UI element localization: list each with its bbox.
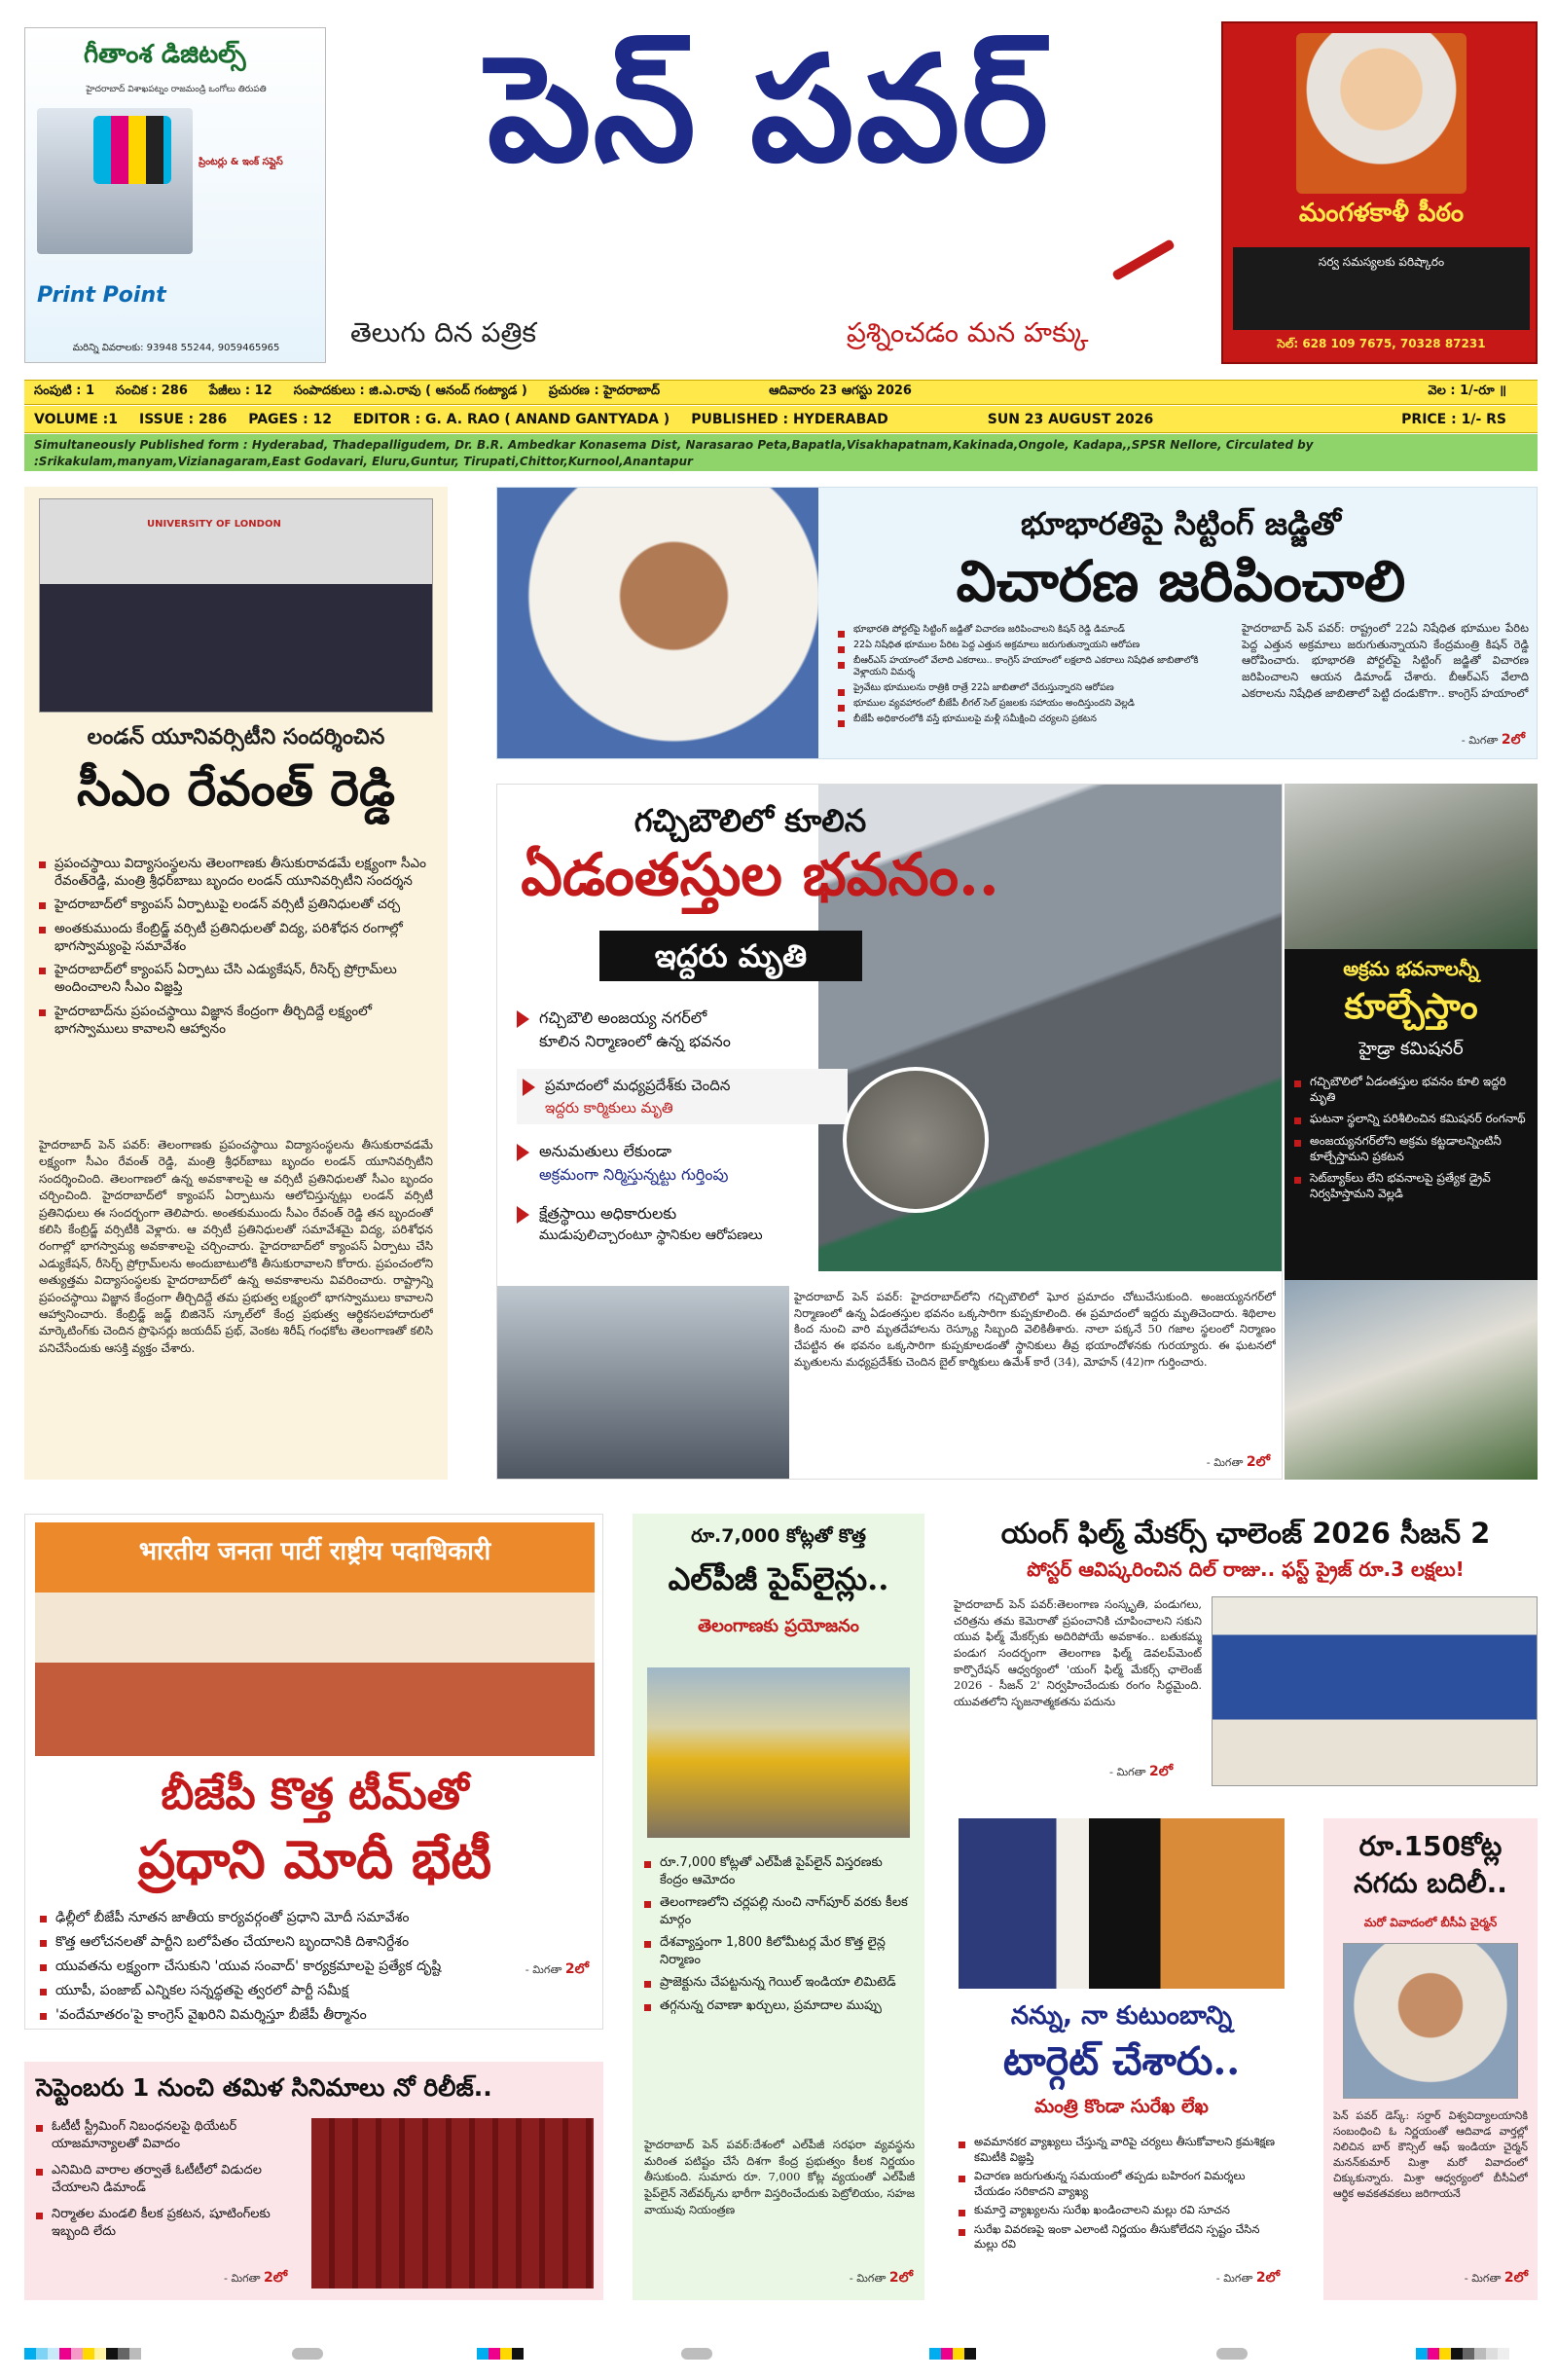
- story-london: [24, 487, 448, 1480]
- byline-text: - మిగతా: [1206, 1456, 1244, 1469]
- lpg-body: హైదరాబాద్ పెన్ పవర్:దేశంలో ఎల్‌పీజీ సరఫరా వ్యవస్థను మరింత పటిష్టం చేసే దిశగా కేంద్ర ప్రభుత్వం కీలక నిర్ణయం తీసుకుంది. సుమారు రూ. 7,000 కోట్ల వ్యయంతో ఎల్‌పీజీ పైప్‌లైన్ నెట్‌వర్క్‌ను భారీగా విస్తరించేందుకు పెట్రోలియం, సహజ వాయువు నియంత్రణ: [644, 2138, 915, 2216]
- pipeline-photo: [647, 1667, 910, 1838]
- ad-right[interactable]: [1221, 21, 1538, 364]
- ad-left-brand: Print Point: [37, 283, 166, 308]
- byline-page: 2లో: [1246, 1454, 1270, 1470]
- tamil-bullet: ఎనిమిది వారాల తర్వాతే ఓటీటీలో విడుదల చేయాలని డిమాండ్: [36, 2162, 299, 2196]
- lpg-bullet: తెలంగాణలోని చర్లపల్లి నుంచి నాగ్‌పూర్ వరకు కీలక మార్గం: [644, 1894, 915, 1928]
- circulation-bar: Simultaneously Published form : Hyderabad, Thadepalligudem, Dr. B.R. Ambedkar Konasema Dist, Narasarao Peta,Bapatla,Visakhapatnam,Kakinada,Ongole, Kadapa,,SPSR Nellore, Circulated by :Srikakulam,manyam,Vizianagaram,East Godavari, Eluru,Guntur, Tirupati,Chittor,Kurnool,Anantapur: [24, 434, 1538, 471]
- info-issue-te: సంచిక : 286: [116, 384, 188, 398]
- bhubharathi-bullet: భూభారతి పోర్టల్‌పై సిట్టింగ్ జడ్జితో విచారణ జరిపించాలని కిషన్ రెడ్డి డిమాండ్: [838, 624, 1227, 637]
- bjp-bullets: [40, 1909, 590, 2030]
- byline-page: 2లో: [564, 1961, 589, 1977]
- registration-marks-left: [24, 2348, 141, 2360]
- konda-kicker: నన్ను, నా కుటుంబాన్ని: [1010, 2001, 1233, 2031]
- ad-left-name: గీతాంశ డిజిటల్స్: [84, 40, 246, 69]
- theatre-photo: [311, 2118, 594, 2288]
- story-film: [954, 1509, 1538, 1791]
- info-price-en: PRICE : 1/- RS: [1401, 411, 1506, 427]
- byline-text: - మిగతా: [1464, 2272, 1502, 2285]
- story-building: [496, 784, 1283, 1480]
- story-cash: [1323, 1818, 1538, 2300]
- bjp-photo-banner: भारतीय जनता पार्टी राष्ट्रीय पदाधिकारी: [138, 1537, 491, 1566]
- konda-bullet: కుమార్తె వ్యాఖ్యలను సురేఖ ఖండించాలని మల్లు రవి సూచన: [959, 2203, 1285, 2218]
- building-point-line2: కూలిన నిర్మాణంలో ఉన్న భవనం: [539, 1032, 731, 1050]
- lpg-bullet: రూ.7,000 కోట్లతో ఎల్‌పీజీ పైప్‌లైన్ విస్తరణకు కేంద్రం ఆమోదం: [644, 1854, 915, 1888]
- building-headline: ఏడంతస్తుల భవనం..: [521, 841, 999, 909]
- film-body: హైదరాబాద్ పెన్ పవర్:తెలంగాణ సంస్కృతి, పండుగలు, చరిత్రను తమ కెమెరాతో ప్రపంచానికి చూపించాలని సకుని యువ ఫిల్మ్ మేకర్స్‌కు అదిరిపోయే అవకాశం.. బతుకమ్మ పండుగ సందర్భంగా తెలంగాణ ఫిల్మ్ డెవలప్‌మెంట్ కార్పొరేషన్ ఆధ్వర్యంలో 'యంగ్ ఫిల్మ్ మేకర్స్ ఛాలెంజ్ 2026 - సీజన్ 2' నిర్వహించేందుకు రంగం సిద్ధమైంది. యువతలోని సృజనాత్మకతను పదును: [954, 1597, 1202, 1709]
- lpg-bullet: దేశవ్యాప్తంగా 1,800 కిలోమీటర్ల మేర కొత్త లైన్ల నిర్మాణం: [644, 1934, 915, 1968]
- building-point-line1: అనుమతులు లేకుండా: [539, 1142, 672, 1160]
- building-byline: [1207, 1454, 1270, 1473]
- ad-right-title: మంగళకాళీ పీఠం: [1298, 199, 1465, 228]
- london-bullet: ప్రపంచస్థాయి విద్యాసంస్థలను తెలంగాణకు తీసుకురావడమే లక్ష్యంగా సీఎం రేవంత్‌రెడ్డి, మంత్రి శ్రీధర్‌బాబు బృందం లండన్ యూనివర్సిటీని సందర్శన: [39, 855, 433, 890]
- info-issue-en: ISSUE : 286: [139, 411, 228, 427]
- building-kicker: గచ్చిబౌలిలో కూలిన: [634, 802, 867, 839]
- building-point-line1: ప్రమాదంలో మధ్యప్రదేశ్‌కు చెందిన: [545, 1077, 731, 1094]
- info-bar-english: [24, 406, 1538, 433]
- bjp-bullet: కొత్త ఆలోచనలతో పార్టీని బలోపేతం చేయాలని బృందానికి దిశానిర్దేశం: [40, 1933, 590, 1952]
- bhubharathi-bullet: బీజేపీ అధికారంలోకి వస్తే భూములపై మళ్లీ సమీక్షించి చర్యలని ప్రకటన: [838, 714, 1227, 726]
- masthead-tagline-right: ప్రశ్నించడం మన హక్కు: [847, 316, 1089, 348]
- hydra-photo-bottom: [1285, 1280, 1538, 1480]
- building-point-line2: అక్రమంగా నిర్మిస్తున్నట్టు గుర్తింపు: [539, 1165, 729, 1184]
- info-volume-te: సంపుటి : 1: [34, 384, 95, 398]
- info-published-en: PUBLISHED : HYDERABAD: [691, 411, 888, 427]
- byline-page: 2లో: [888, 2270, 913, 2286]
- ad-left-contact: మరిన్ని వివరాలకు: 93948 55244, 9059465965: [72, 343, 280, 353]
- bjp-bullet: ఢిల్లీలో బీజేపీ నూతన జాతీయ కార్యవర్గంతో ప్రధాని మోదీ సమావేశం: [40, 1909, 590, 1927]
- hydra-sub: హైడ్రా కమిషనర్: [1358, 1039, 1464, 1059]
- konda-photo: [959, 1818, 1285, 1989]
- building-point-line2: ఇద్దరు కార్మికులు మృతి: [545, 1098, 673, 1117]
- masthead-tagline-left: తెలుగు దిన పత్రిక: [350, 316, 536, 348]
- info-editor-te: సంపాదకులు : జి.ఎ.రావు ( ఆనంద్ గంట్యాడ ): [293, 384, 527, 398]
- london-bullets: [39, 855, 433, 1044]
- lpg-kicker: రూ.7,000 కోట్లతో కొత్త: [691, 1525, 866, 1547]
- building-point: [517, 1140, 848, 1187]
- konda-bullet: సురేఖ వివరణపై ఇంకా ఎలాంటి నిర్ణయం తీసుకోలేదని స్పష్టం చేసిన మల్లు రవి: [959, 2222, 1285, 2252]
- building-body: హైదరాబాద్ పెన్ పవర్: హైదరాబాద్‌లోని గచ్చిబౌలిలో ఘోర ప్రమాదం చోటుచేసుకుంది. అంజయ్యనగర్‌లో నిర్మాణంలో ఉన్న ఏడంతస్తుల భవనం ఒక్కసారిగా కుప్పకూలింది. ఈ ప్రమాదంలో ఇద్దరు మృతిచెందారు. శిథిలాల కింద నుంచి వారి మృతదేహాలను రెస్క్యూ సిబ్బంది వెలికితీశారు. నాలా పక్కనే 50 గజాల స్థలంలో నిర్మాణం చేపట్టిన ఈ భవనం ఒక్కసారిగా కుప్పకూలడంతో స్థానికులు తీవ్ర భయాందోళనకు గురయ్యారు. ఈ ఘటనలో మృతులను మధ్యప్రదేశ్‌కు చెందిన బైల్ కార్మికులు ఉమేశ్ కారే (34), మోహన్ (42)గా గుర్తించారు.: [794, 1290, 1276, 1369]
- byline-page: 2లో: [264, 2270, 288, 2286]
- hydra-headline: కూల్చేస్తాం: [1344, 986, 1478, 1027]
- ink-image: [93, 116, 171, 184]
- london-bullet: అంతకుముందు కేంబ్రిడ్జ్ వర్సిటీ ప్రతినిధులతో విద్య, పరిశోధన రంగాల్లో భాగస్వామ్యంపై సమావేశం: [39, 920, 433, 955]
- ad-left-line2: ప్రింటర్లు & ఇంక్ సప్లైస్: [199, 157, 283, 167]
- bhubharathi-headline: విచారణ జరిపించాలి: [956, 548, 1406, 614]
- building-point: [517, 1007, 848, 1053]
- arrow-icon: [523, 1079, 535, 1096]
- debris-inset-photo: [843, 1067, 989, 1213]
- bhubharathi-bullet: బీఆర్ఎస్ హయాంలో వేలాది ఎకరాలు.. కాంగ్రెస్ హయాంలో లక్షలాది ఎకరాలు నిషేధిత జాబితాలోకి వెళ్లాయని విమర్శ: [838, 655, 1227, 680]
- pen-icon: [1111, 238, 1176, 281]
- byline-text: - మిగతా: [1109, 1766, 1146, 1778]
- info-bar-telugu: [24, 380, 1538, 405]
- lpg-bullet: తగ్గనున్న రవాణా ఖర్చులు, ప్రమాదాల ముప్పు: [644, 1997, 915, 2015]
- story-tamil: [24, 2062, 603, 2300]
- building-banner: ఇద్దరు మృతి: [599, 931, 862, 981]
- byline-page: 2లో: [1149, 1764, 1174, 1779]
- info-volume-en: VOLUME :1: [34, 411, 118, 427]
- hydra-kicker: అక్రమ భవనాలన్నీ: [1343, 957, 1479, 980]
- bjp-bullet: యూపీ, పంజాబ్ ఎన్నికల సన్నద్ధతపై త్వరలో పార్టీ సమీక్ష: [40, 1982, 590, 2000]
- building-point: [517, 1202, 848, 1246]
- byline-page: 2లో: [1255, 2270, 1280, 2286]
- registration-pill: [681, 2348, 712, 2360]
- info-pages-en: PAGES : 12: [248, 411, 333, 427]
- bjp-kicker: బీజేపీ కొత్త టీమ్‌తో: [161, 1770, 469, 1819]
- saint-image: [1296, 33, 1466, 194]
- info-price-te: వెల : 1/-రూ ॥: [1428, 384, 1506, 398]
- konda-sub: మంత్రి కొండా సురేఖ లేఖ: [1034, 2096, 1209, 2117]
- tamil-bullets: [36, 2118, 299, 2246]
- tamil-byline: [224, 2270, 287, 2288]
- byline-text: - మిగతా: [849, 2272, 887, 2285]
- tamil-bullet: ఓటీటీ స్ట్రీమింగ్ నిబంధనలపై థియేటర్ యాజమాన్యాలతో వివాదం: [36, 2118, 299, 2152]
- ad-left-line1: హైదరాబాద్ విశాఖపట్నం రాజమండ్రి ఒంగోలు తిరుపతి: [86, 85, 267, 94]
- arrow-icon: [517, 1144, 529, 1161]
- registration-pill: [292, 2348, 323, 2360]
- tamil-headline: సెప్టెంబరు 1 నుంచి తమిళ సినిమాలు నో రిలీజ్..: [36, 2073, 492, 2102]
- info-pages-te: పేజీలు : 12: [208, 384, 272, 398]
- bjp-byline: [525, 1961, 589, 1980]
- bhubharathi-byline: [1462, 732, 1525, 751]
- film-photo: [1212, 1596, 1538, 1786]
- bjp-headline: ప్రధాని మోదీ భేటీ: [137, 1828, 492, 1890]
- story-bjp: [24, 1514, 603, 2030]
- hydra-bullets: [1294, 1074, 1528, 1207]
- film-headline: యంగ్ ఫిల్మ్ మేకర్స్ ఛాలెంజ్ 2026 సీజన్ 2: [1000, 1517, 1491, 1550]
- byline-text: - మిగతా: [525, 1963, 562, 1976]
- konda-byline: [1216, 2270, 1280, 2288]
- masthead-title: పెన్ పవర్: [487, 23, 1051, 195]
- film-sub: పోస్టర్ ఆవిష్కరించిన దిల్ రాజు.. ఫస్ట్ ప్రైజ్ రూ.3 లక్షలు!: [1027, 1557, 1465, 1581]
- kishan-photo: [497, 488, 818, 758]
- info-editor-en: EDITOR : G. A. RAO ( ANAND GANTYADA ): [353, 411, 670, 427]
- hydra-bullet: సెట్‌బ్యాక్‌లు లేని భవనాలపై ప్రత్యేక డ్రైవ్ నిర్వహిస్తామని వెల్లడి: [1294, 1170, 1528, 1201]
- bhubharathi-bullet: భూముల వ్యవహారంలో బీజేపీ లీగల్ సెల్ ప్రజలకు సహాయం అందిస్తుందని వెల్లడి: [838, 698, 1227, 711]
- konda-bullet: విచారణ జరుగుతున్న సమయంలో తప్పడు బహిరంగ విమర్శలు చేయడం సరికాదని వ్యాఖ్య: [959, 2169, 1285, 2199]
- registration-marks-mid-right: [929, 2348, 976, 2360]
- cash-body: పెన్ పవర్ డెస్క్: సర్దార్ విశ్వవిద్యాలయానికి సంబంధించి ఓ నిర్ణయంతో ఆదివాడ వార్తల్లో నిలిచిన బార్ కౌన్సిల్ ఆఫ్ ఇండియా చైర్మన్ మనన్‌కుమార్ మిశ్రా మరో వివాదంలో చిక్కుకున్నారు. మిశ్రా ఆధ్వర్యంలో బీసీఏలో ఆర్థిక అవకతవకలు జరిగాయనే: [1333, 2109, 1528, 2200]
- konda-bullet: అవమానకర వ్యాఖ్యలు చేస్తున్న వారిపై చర్యలు తీసుకోవాలని క్రమశిక్షణ కమిటీకి విజ్ఞప్తి: [959, 2135, 1285, 2165]
- bjp-photo: [35, 1522, 595, 1756]
- film-byline: [1109, 1764, 1173, 1782]
- cash-headline: రూ.150కోట్ల నగదు బదిలీ..: [1354, 1830, 1507, 1899]
- bhubharathi-bullet: 22ఏ నిషేధిత భూముల పేరిట పెద్ద ఎత్తున అక్రమాలు జరుగుతున్నాయని ఆరోపణ: [838, 640, 1227, 652]
- lpg-headline: ఎల్‌పీజీ పైప్‌లైన్లు..: [668, 1560, 889, 1597]
- london-photo-label: UNIVERSITY OF LONDON: [147, 519, 281, 530]
- arrow-icon: [517, 1206, 529, 1224]
- hydra-photo-top: [1285, 784, 1538, 949]
- tamil-bullet: నిర్మాతల మండలి కీలక ప్రకటన, షూటింగ్‌లకు ఇబ్బంది లేదు: [36, 2206, 299, 2240]
- building-point-line1: క్షేత్రస్థాయి అధికారులకు: [539, 1204, 677, 1223]
- lpg-byline: [850, 2270, 913, 2288]
- registration-pill: [1216, 2348, 1248, 2360]
- london-photo: [39, 498, 433, 713]
- london-body: హైదరాబాద్ పెన్ పవర్: తెలంగాణకు ప్రపంచస్థాయి విద్యాసంస్థలను తీసుకురావడమే లక్ష్యంగా సీఎం రేవంత్ రెడ్డి, మంత్రి శ్రీధర్‌బాబు బృందం లండన్ యూనివర్సిటీని సందర్శించింది. తెలంగాణలో ఉన్న అవకాశాలపై ఆ వర్సిటీ ప్రతినిధులతో సీఎం బృందం చర్చించింది. హైదరాబాద్‌లో క్యాంపస్ ఏర్పాటును ఆలోచిస్తున్నట్లు లండన్ వర్సిటీ ప్రతినిధులు ఈ సందర్భంగా తెలిపారు. అంతకుముందు సీఎం రేవంత్ రెడ్డి తన బృందంతో కలిసి కేంబ్రిడ్జ్ వర్సిటీకి వెళ్లారు. ఆ వర్సిటీ ప్రతినిధులతో సమావేశమై విద్య, పరిశోధన రంగాల్లో భాగస్వామ్య అవకాశాలపై చర్చించారు. హైదరాబాద్‌లో క్యాంపస్ ఏర్పాటు చేసి ఎడ్యుకేషన్, రీసెర్చ్ ప్రోగ్రామ్‌లను అందుబాటులోకి తీసుకురావాలని కోరారు. ప్రపంచంలోని అత్యుత్తమ విద్యాసంస్థలకు హైదరాబాద్‌లో ఉన్న అవకాశాలను వివరించారు. రాష్ట్రాన్ని ప్రపంచస్థాయి విజ్ఞాన కేంద్రంగా తీర్చిదిద్దే తమ ప్రభుత్వ లక్ష్యంలో భాగస్వాములు కావాలని ఆహ్వానించారు. కేంబ్రిడ్జ్ జడ్జ్ బిజినెస్ స్కూల్‌లో కేంద్ర ప్రభుత్వ ఆర్థికసలహాదారులో మార్కెటింగ్‌కు చెందిన ప్రొఫెసర్లు జయదీప్ ప్రభ్, వెంకట శిరీష్ గంధకోట తెలంగాణతో కలిసి పనిచేసేందుకు ఆసక్తి వ్యక్తం చేశారు.: [39, 1138, 433, 1355]
- london-headline: సీఎం రేవంత్ రెడ్డి: [77, 759, 395, 817]
- byline-text: - మిగతా: [224, 2272, 261, 2285]
- building-point-line2: ముడుపులిచ్చారంటూ స్థానికుల ఆరోపణలు: [539, 1227, 763, 1243]
- building-crowd-photo: [497, 1286, 789, 1480]
- ad-right-phone: సెల్: 628 109 7675, 70328 87231: [1277, 337, 1486, 350]
- ad-right-line1: సర్వ సమస్యలకు పరిష్కారం: [1233, 247, 1530, 330]
- bhubharathi-bullet: ప్రైవేటు భూములను రాత్రికి రాత్రే 22ఏ జాబితాలో చేరుస్తున్నారని ఆరోపణ: [838, 682, 1227, 695]
- bjp-bullet: యువతను లక్ష్యంగా చేసుకుని 'యువ సంవాద్' కార్యక్రమాలపై ప్రత్యేక దృష్టి: [40, 1958, 590, 1976]
- byline-text: - మిగతా: [1461, 734, 1499, 747]
- building-point: [517, 1069, 848, 1124]
- konda-headline: టార్గెట్ చేశారు..: [1002, 2038, 1241, 2084]
- bhubharathi-bullets: [838, 624, 1227, 729]
- konda-bullets: [959, 2135, 1285, 2256]
- info-published-te: ప్రచురణ : హైదరాబాద్: [548, 384, 661, 398]
- info-date-en: SUN 23 AUGUST 2026: [987, 411, 1154, 427]
- info-date-te: ఆదివారం 23 ఆగస్టు 2026: [769, 384, 912, 398]
- byline-page: 2లో: [1501, 732, 1525, 748]
- london-kicker: లండన్ యూనివర్సిటీని సందర్శించిన: [87, 725, 385, 750]
- mishra-photo: [1343, 1943, 1518, 2099]
- lpg-bullet: ప్రాజెక్టును చేపట్టనున్న గెయిల్ ఇండియా లిమిటెడ్: [644, 1974, 915, 1992]
- lpg-bullets: [644, 1854, 915, 2020]
- hydra-bullet: అంజయ్యనగర్‌లోని అక్రమ కట్టడాలన్నింటినీ కూల్చేస్తామని ప్రకటన: [1294, 1133, 1528, 1164]
- lpg-sub: తెలంగాణకు ప్రయోజనం: [698, 1616, 859, 1636]
- bhubharathi-kicker: భూభారతిపై సిట్టింగ్ జడ్జితో: [1020, 505, 1342, 542]
- story-lpg: [633, 1514, 924, 2300]
- masthead: [0, 0, 1557, 384]
- ad-left[interactable]: [24, 27, 326, 363]
- cash-byline: [1465, 2270, 1528, 2288]
- building-points: [517, 1007, 848, 1262]
- arrow-icon: [517, 1010, 529, 1028]
- cash-sub: మరో వివాదంలో బీసీఏ చైర్మన్: [1363, 1916, 1498, 1929]
- bhubharathi-body: హైదరాబాద్ పెన్ పవర్: రాష్ట్రంలో 22ఏ నిషేధిత భూముల పేరిట పెద్ద ఎత్తున అక్రమాలు జరుగుతున్నాయని కేంద్రమంత్రి కిషన్ రెడ్డి ఆరోపించారు. భూభారతి పోర్టల్‌పై సిట్టింగ్ జడ్జితో విచారణ జరిపించాలని ఆయన డిమాండ్ చేశారు. బీఆర్ఎస్ వేలాది ఎకరాలను నిషేధిత జాబితాలో పెట్టి దండుకొగా.. కాంగ్రెస్ హయాంలో: [1242, 621, 1529, 700]
- byline-text: - మిగతా: [1215, 2272, 1253, 2285]
- story-bhubharathi: [496, 487, 1538, 759]
- hydra-bullet: ఘటనా స్థలాన్ని పరిశీలించిన కమిషనర్ రంగనాథ్: [1294, 1111, 1528, 1126]
- story-hydra: [1285, 784, 1538, 1480]
- london-bullet: హైదరాబాద్‌ను ప్రపంచస్థాయి విజ్ఞాన కేంద్రంగా తీర్చిదిద్దే లక్ష్యంలో భాగస్వాములు కావాలని ఆహ్వానం: [39, 1003, 433, 1038]
- byline-page: 2లో: [1503, 2270, 1528, 2286]
- london-bullet: హైదరాబాద్‌లో క్యాంపస్ ఏర్పాటు చేసి ఎడ్యుకేషన్, రీసెర్చ్ ప్రోగ్రామ్‌లు అందించాలని సీఎం విజ్ఞప్తి: [39, 961, 433, 996]
- hydra-bullet: గచ్చిబౌలిలో ఏడంతస్తుల భవనం కూలి ఇద్దరి మృతి: [1294, 1074, 1528, 1105]
- bjp-bullet: 'వందేమాతరం'పై కాంగ్రెస్ వైఖరిని విమర్శిస్తూ బీజేపీ తీర్మానం: [40, 2006, 590, 2025]
- registration-marks-mid-left: [477, 2348, 524, 2360]
- story-konda: [954, 1818, 1289, 2300]
- london-bullet: హైదరాబాద్‌లో క్యాంపస్ ఏర్పాటుపై లండన్ వర్సిటీ ప్రతినిధులతో చర్చ: [39, 896, 433, 913]
- registration-marks-right: [1416, 2348, 1509, 2360]
- building-point-line1: గచ్చిబౌలి అంజయ్య నగర్‌లో: [539, 1008, 707, 1027]
